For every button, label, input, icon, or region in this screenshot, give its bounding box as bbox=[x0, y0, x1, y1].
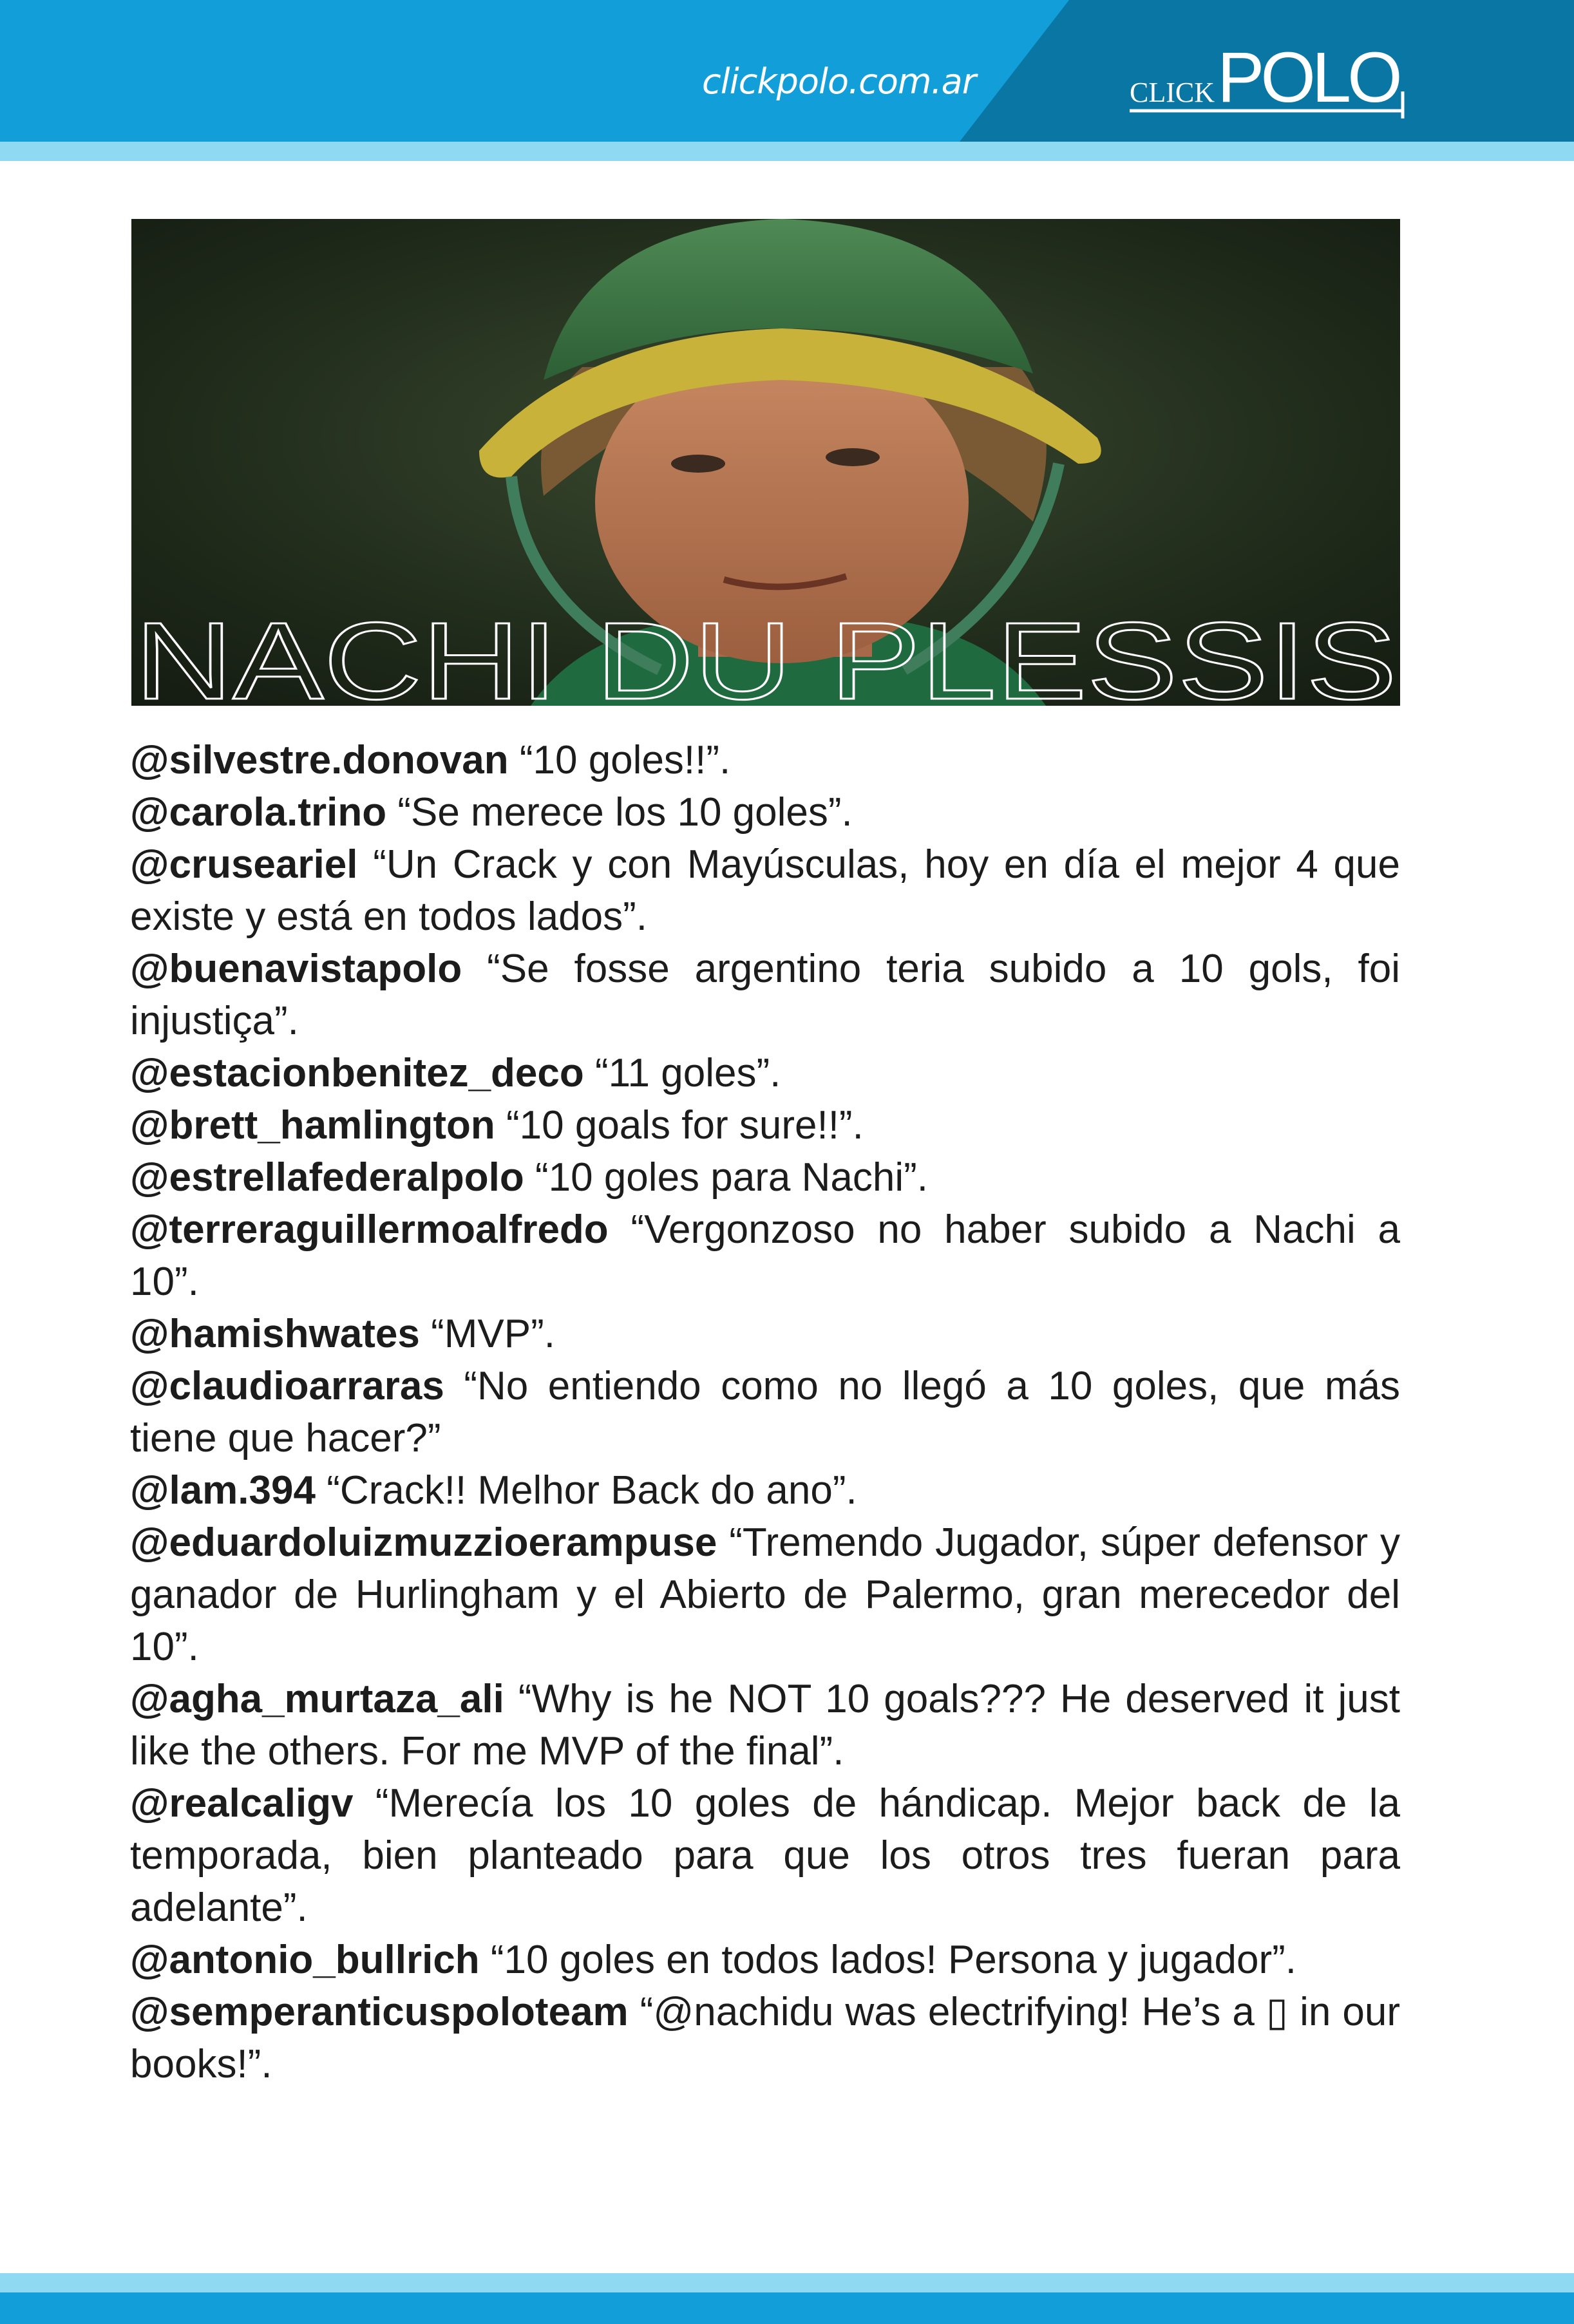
comment-item bbox=[130, 734, 1400, 786]
comment-text: “Se merece los 10 goles”. bbox=[386, 790, 853, 835]
comment-handle-link[interactable]: @brett_hamlington bbox=[130, 1103, 495, 1148]
comment-handle-link[interactable]: @antonio_bullrich bbox=[130, 1938, 480, 1982]
comment-text: “10 goles en todos lados! Persona y jugador”. bbox=[479, 1938, 1297, 1982]
comment-item bbox=[130, 838, 1400, 943]
comment-item bbox=[130, 1204, 1400, 1308]
comment-handle-link[interactable]: @estacionbenitez_deco bbox=[130, 1051, 584, 1095]
logo-click-text: CLICK bbox=[1130, 77, 1215, 108]
logo-polo-text: POLO bbox=[1217, 38, 1399, 117]
comment-handle-link[interactable]: @realcaligv bbox=[130, 1781, 354, 1826]
comment-item bbox=[130, 1360, 1400, 1464]
comment-text: “Se fosse argentino teria subido a 10 gols, foi injustiça”. bbox=[130, 947, 1400, 1043]
comment-text: “10 goles para Nachi”. bbox=[524, 1155, 928, 1200]
comment-item bbox=[130, 786, 1400, 838]
comment-handle-link[interactable]: @carola.trino bbox=[130, 790, 387, 835]
hero-photo bbox=[131, 219, 1400, 706]
comment-text: “Tremendo Jugador, súper defensor y ganador de Hurlingham y el Abierto de Palermo, gran merecedor del 10”. bbox=[130, 1520, 1400, 1669]
comment-handle-link[interactable]: @silvestre.donovan bbox=[130, 738, 509, 782]
comment-handle-link[interactable]: @buenavistapolo bbox=[130, 947, 462, 991]
comment-item bbox=[130, 1151, 1400, 1204]
comment-text: “MVP”. bbox=[419, 1312, 555, 1356]
comment-handle-link[interactable]: @eduardoluizmuzzioerampuse bbox=[130, 1520, 717, 1565]
header-accent-strip bbox=[0, 142, 1574, 161]
comment-text: “@nachidu was electrifying! He’s a ▯ in our books!”. bbox=[130, 1990, 1400, 2086]
comment-item bbox=[130, 1308, 1400, 1360]
comment-item bbox=[130, 1986, 1400, 2090]
comment-item bbox=[130, 1777, 1400, 1934]
comment-handle-link[interactable]: @agha_murtaza_ali bbox=[130, 1677, 504, 1721]
comment-text: “10 goals for sure!!”. bbox=[495, 1103, 864, 1148]
comment-text: “No entiendo como no llegó a 10 goles, que más tiene que hacer?” bbox=[130, 1364, 1400, 1460]
footer-accent-strip bbox=[0, 2273, 1574, 2292]
comment-item bbox=[130, 1099, 1400, 1151]
comment-item bbox=[130, 1516, 1400, 1673]
comment-handle-link[interactable]: @claudioarraras bbox=[130, 1364, 444, 1408]
comment-text: “Why is he NOT 10 goals??? He deserved it just like the others. For me MVP of the final”. bbox=[130, 1677, 1400, 1773]
comment-text: “Vergonzoso no haber subido a Nachi a 10”. bbox=[130, 1207, 1400, 1304]
comment-text: “Un Crack y con Mayúsculas, hoy en día el mejor 4 que existe y está en todos lados”. bbox=[130, 842, 1400, 939]
comment-handle-link[interactable]: @terreraguillermoalfredo bbox=[130, 1207, 609, 1252]
page-footer bbox=[0, 2292, 1574, 2324]
comment-item bbox=[130, 943, 1400, 1047]
comment-handle-link[interactable]: @lam.394 bbox=[130, 1468, 316, 1513]
comment-item bbox=[130, 1047, 1400, 1099]
comment-handle-link[interactable]: @cruseariel bbox=[130, 842, 358, 887]
comment-text: “11 goles”. bbox=[583, 1051, 781, 1095]
site-url[interactable]: clickpolo.com.ar bbox=[702, 61, 976, 102]
comment-handle-link[interactable]: @hamishwates bbox=[130, 1312, 420, 1356]
comments-list bbox=[130, 734, 1400, 2090]
comment-text: “Merecía los 10 goles de hándicap. Mejor back de la temporada, bien planteado para que los otros tres fueran para adelante”. bbox=[130, 1781, 1400, 1930]
comment-item bbox=[130, 1464, 1400, 1516]
comment-text: “Crack!! Melhor Back do ano”. bbox=[315, 1468, 857, 1513]
comment-item bbox=[130, 1673, 1400, 1777]
comment-handle-link[interactable]: @estrellafederalpolo bbox=[130, 1155, 524, 1200]
comment-item bbox=[130, 1934, 1400, 1986]
clickpolo-logo bbox=[1128, 30, 1405, 126]
comment-text: “10 goles!!”. bbox=[508, 738, 731, 782]
comment-handle-link[interactable]: @semperanticuspoloteam bbox=[130, 1990, 629, 2034]
hero-player-name: NACHI DU PLESSIS bbox=[135, 600, 1397, 706]
